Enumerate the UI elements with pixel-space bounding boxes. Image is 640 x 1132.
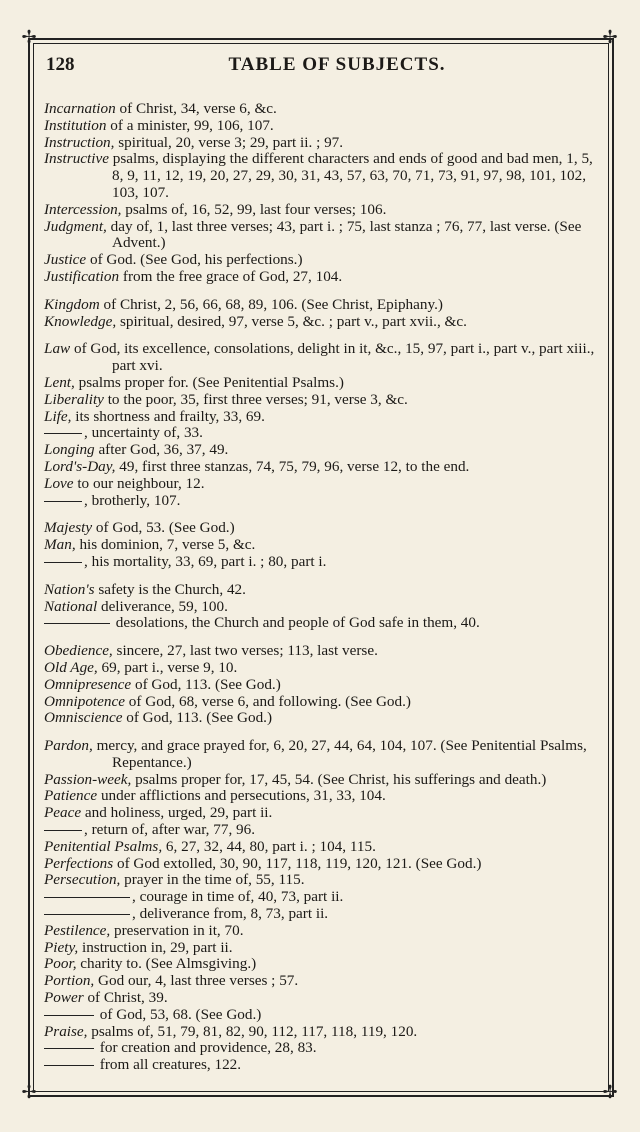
index-text: , courage in time of, 40, 73, part ii.	[132, 888, 344, 906]
index-entry	[44, 788, 600, 805]
index-entry	[44, 493, 600, 510]
index-text: of God, 53. (See God.)	[92, 519, 235, 537]
index-text: of Christ, 2, 56, 66, 68, 89, 106. (See Christ, Epiphany.)	[99, 295, 443, 313]
index-entry	[44, 476, 600, 493]
index-term: National	[44, 597, 98, 615]
index-entry	[44, 660, 600, 677]
index-text: of Christ, 39.	[83, 989, 168, 1007]
index-term: Old Age,	[44, 658, 98, 676]
corner-ornament-icon: ✢	[602, 1082, 618, 1103]
index-entry	[44, 425, 600, 442]
index-term: Knowledge,	[44, 312, 117, 330]
index-term: Peace	[44, 804, 82, 822]
index-entry	[44, 856, 600, 873]
index-term: Life,	[44, 407, 72, 425]
index-entry	[44, 459, 600, 476]
index-term: Love	[44, 474, 74, 492]
index-term: Longing	[44, 441, 95, 459]
index-entry	[44, 805, 600, 822]
index-text: psalms of, 16, 52, 99, last four verses; 106.	[121, 200, 387, 218]
index-entry	[44, 537, 600, 554]
index-term: Perfections	[44, 854, 114, 872]
index-text: God our, 4, last three verses ; 57.	[94, 972, 299, 990]
index-entry	[44, 252, 600, 269]
index-entry	[44, 906, 600, 923]
index-text: and holiness, urged, 29, part ii.	[81, 804, 273, 822]
index-entry	[44, 442, 600, 459]
index-text: psalms, displaying the different characters and ends of good and bad men, 1, 5, 8, 9, 11, 12, 19, 20, 27, 29, 30, 31, 43, 57, 63, 70, 71, 73, 91, 97, 98, 101, 102, 103, 107.	[108, 150, 593, 201]
index-entry	[44, 1024, 600, 1041]
index-text: , return of, after war, 77, 96.	[84, 821, 256, 839]
ditto-dash	[44, 830, 82, 831]
index-entry	[44, 599, 600, 616]
index-term: Poor,	[44, 955, 77, 973]
index-text: spiritual, desired, 97, verse 5, &c. ; part v., part xvii., &c.	[116, 312, 467, 330]
index-text: spiritual, 20, verse 3; 29, part ii. ; 97.	[114, 133, 344, 151]
index-term: Intercession,	[44, 200, 122, 218]
index-term: Pestilence,	[44, 921, 111, 939]
index-text: safety is the Church, 42.	[94, 580, 246, 598]
index-term: Justification	[44, 267, 120, 285]
ditto-dash	[44, 1065, 94, 1066]
index-text: of God, 53, 68. (See God.)	[96, 1005, 262, 1023]
index-entry	[44, 839, 600, 856]
index-text: of God, its excellence, consolations, delight in it, &c., 15, 97, part i., part v., part xiii., part xvi.	[70, 340, 595, 375]
index-term: Portion,	[44, 972, 95, 990]
index-text: , brotherly, 107.	[84, 491, 181, 509]
ditto-dash	[44, 623, 110, 624]
index-entry	[44, 520, 600, 537]
index-text: under afflictions and persecutions, 31, 33, 104.	[97, 787, 386, 805]
index-text: after God, 36, 37, 49.	[94, 441, 229, 459]
index-text: , deliverance from, 8, 73, part ii.	[132, 905, 329, 923]
index-text: of God. (See God, his perfections.)	[86, 251, 303, 269]
index-entry	[44, 269, 600, 286]
index-text: psalms proper for. (See Penitential Psalms.)	[74, 373, 344, 391]
index-entry	[44, 710, 600, 727]
ditto-dash	[44, 433, 82, 434]
index-term: Instruction,	[44, 133, 115, 151]
index-entry	[44, 118, 600, 135]
index-term: Man,	[44, 536, 76, 554]
index-term: Praise,	[44, 1022, 88, 1040]
index-text: of Christ, 34, verse 6, &c.	[115, 100, 277, 117]
index-term: Justice	[44, 251, 87, 269]
index-text: day of, 1, last three verses; 43, part i. ; 75, last stanza ; 76, 77, last verse. (See Advent.)	[106, 217, 582, 252]
ditto-dash	[44, 897, 130, 898]
index-text: mercy, and grace prayed for, 6, 20, 27, 44, 64, 104, 107. (See Penitential Psalms, Repentance.)	[92, 737, 587, 771]
index-text: sincere, 27, last two verses; 113, last verse.	[112, 642, 378, 660]
index-term: Pardon,	[44, 737, 93, 755]
index-text: of God, 113. (See God.)	[131, 675, 281, 693]
index-text: 6, 27, 32, 44, 80, part i. ; 104, 115.	[162, 837, 376, 855]
index-entry	[44, 694, 600, 711]
index-entry	[44, 554, 600, 571]
index-text: to the poor, 35, first three verses; 91, verse 3, &c.	[103, 390, 408, 408]
index-text: desolations, the Church and people of God safe in them, 40.	[112, 614, 480, 632]
index-entry	[44, 1007, 600, 1024]
index-text: of God, 113. (See God.)	[122, 709, 273, 727]
index-term: Judgment,	[44, 217, 107, 235]
index-entry	[44, 643, 600, 660]
index-term: Liberality	[44, 390, 104, 408]
index-term: Persecution,	[44, 871, 121, 889]
corner-ornament-icon: ✢	[21, 27, 37, 48]
index-entry	[44, 738, 600, 772]
index-term: Kingdom	[44, 295, 100, 313]
index-text: psalms of, 51, 79, 81, 82, 90, 112, 117, 118, 119, 120.	[87, 1022, 418, 1040]
index-term: Obedience,	[44, 642, 113, 660]
index-entry	[44, 822, 600, 839]
index-entry	[44, 923, 600, 940]
ditto-dash	[44, 914, 130, 915]
index-term: Piety,	[44, 938, 79, 956]
index-text: 69, part i., verse 9, 10.	[97, 658, 238, 676]
index-entry	[44, 1040, 600, 1057]
index-entry	[44, 772, 600, 789]
index-term: Omnipotence	[44, 692, 125, 710]
index-entry	[44, 341, 600, 375]
index-entry	[44, 889, 600, 906]
index-text: , uncertainty of, 33.	[84, 424, 203, 442]
index-text: instruction in, 29, part ii.	[78, 938, 233, 956]
index-text: deliverance, 59, 100.	[97, 597, 228, 615]
index-entry	[44, 615, 600, 632]
index-term: Lord's-Day,	[44, 457, 116, 475]
index-entry	[44, 375, 600, 392]
index-entry	[44, 973, 600, 990]
index-term: Patience	[44, 787, 98, 805]
index-term: Incarnation	[44, 100, 116, 117]
index-entry	[44, 151, 600, 201]
index-entry	[44, 990, 600, 1007]
index-term: Instructive	[44, 150, 109, 168]
index-text: preservation in it, 70.	[110, 921, 244, 939]
index-text: its shortness and frailty, 33, 69.	[71, 407, 265, 425]
index-text: of God extolled, 30, 90, 117, 118, 119, 120, 121. (See God.)	[113, 854, 482, 872]
index-entry	[44, 392, 600, 409]
ditto-dash	[44, 501, 82, 502]
index-term: Omnipresence	[44, 675, 132, 693]
index-entry	[44, 956, 600, 973]
index-text: of God, 68, verse 6, and following. (See God.)	[124, 692, 411, 710]
index-text: to our neighbour, 12.	[73, 474, 205, 492]
index-text: his dominion, 7, verse 5, &c.	[75, 536, 256, 554]
index-text: of a minister, 99, 106, 107.	[106, 116, 274, 134]
index-term: Law	[44, 340, 71, 358]
index-text: for creation and providence, 28, 83.	[96, 1039, 317, 1057]
index-text: , his mortality, 33, 69, part i. ; 80, part i.	[84, 552, 327, 570]
index-text: 49, first three stanzas, 74, 75, 79, 96, verse 12, to the end.	[115, 457, 470, 475]
index-term: Power	[44, 989, 84, 1007]
index-entry	[44, 202, 600, 219]
index-term: Institution	[44, 116, 107, 134]
ditto-dash	[44, 562, 82, 563]
index-entry	[44, 135, 600, 152]
index-term: Nation's	[44, 580, 95, 598]
index-term: Lent,	[44, 373, 75, 391]
index-entry	[44, 219, 600, 253]
corner-ornament-icon: ✢	[21, 1082, 37, 1103]
page-number: 128	[46, 54, 75, 75]
index-entry	[44, 101, 600, 118]
index-text: psalms proper for, 17, 45, 54. (See Christ, his sufferings and death.)	[131, 770, 547, 788]
index-entry	[44, 1057, 600, 1074]
ditto-dash	[44, 1015, 94, 1016]
ditto-dash	[44, 1048, 94, 1049]
index-entry	[44, 872, 600, 889]
index-term: Omniscience	[44, 709, 123, 727]
index-text: prayer in the time of, 55, 115.	[120, 871, 305, 889]
index-term: Passion-week,	[44, 770, 132, 788]
index-entry	[44, 314, 600, 331]
index-entry	[44, 940, 600, 957]
index-entry	[44, 677, 600, 694]
page-title: TABLE OF SUBJECTS.	[228, 54, 446, 75]
index-term: Penitential Psalms,	[44, 837, 163, 855]
index-text: from the free grace of God, 27, 104.	[119, 267, 343, 285]
index-entry	[44, 297, 600, 314]
corner-ornament-icon: ✢	[602, 27, 618, 48]
index-term: Majesty	[44, 519, 93, 537]
subject-index	[44, 101, 600, 1074]
index-text: from all creatures, 122.	[96, 1056, 242, 1074]
index-entry	[44, 582, 600, 599]
index-text: charity to. (See Almsgiving.)	[76, 955, 257, 973]
index-entry	[44, 409, 600, 426]
